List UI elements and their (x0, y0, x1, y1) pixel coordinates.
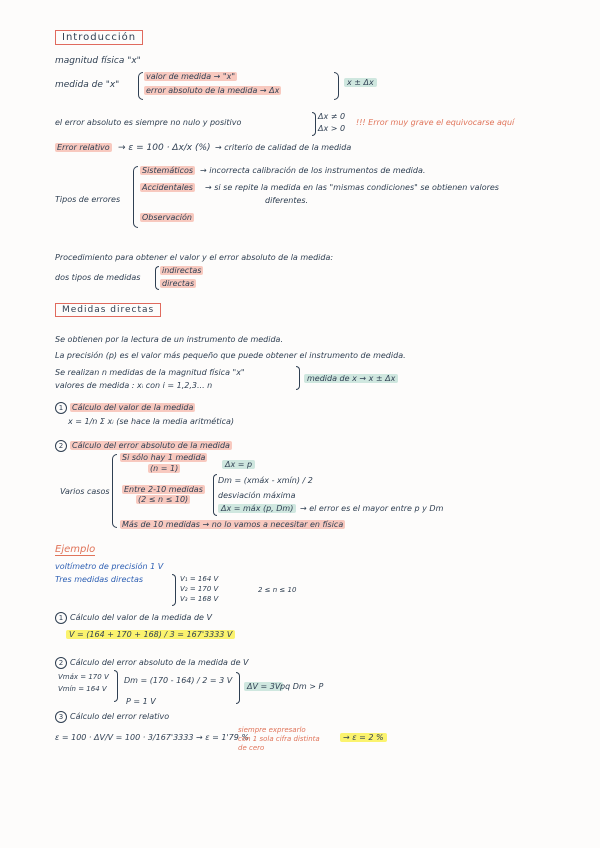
directas-line3b: medida de x → x ± Δx (304, 374, 398, 384)
accidentales: Accidentales (142, 183, 193, 192)
ejemplo-title: Ejemplo (55, 544, 96, 555)
x-pm-dx: x ± Δx (344, 78, 377, 88)
ej-dm: Dm = (170 - 164) / 2 = 3 V (124, 676, 233, 685)
caso3: Más de 10 medidas → no lo vamos a necesitar en física (122, 520, 344, 529)
caso2-b: (2 ≤ n ≤ 10) (138, 495, 189, 504)
voltimetro: voltímetro de precisión 1 V (55, 562, 164, 571)
ej-nota1: siempre expresarlo (238, 726, 306, 734)
magnitud-line: magnitud física "x" (55, 56, 141, 66)
ej-vmax: Vmáx = 170 V (58, 673, 109, 681)
ej-nota2: con 1 sola cifra distinta (238, 735, 320, 743)
rango: 2 ≤ n ≤ 10 (258, 586, 297, 594)
sistematicos-desc: → incorrecta calibración de los instrumentos de medida. (200, 166, 426, 175)
ej-eps-final: → ε = 2 % (340, 733, 387, 743)
step2-number: 2 (55, 440, 67, 452)
step1-number: 1 (55, 402, 67, 414)
directas-line1: Se obtienen por la lectura de un instrumento de medida. (55, 335, 283, 344)
error-relativo-formula: → ε = 100 · Δx/x (%) (118, 143, 211, 153)
brace-cond (312, 112, 316, 136)
ej-step1: 1 Cálculo del valor de la medida de V (55, 612, 212, 624)
valor-medida: valor de medida → "x" (146, 72, 236, 81)
ej-dv: ΔV = 3V (244, 682, 283, 692)
error-relativo-label: Error relativo (57, 143, 110, 152)
step2-title: 2 Cálculo del error absoluto de la medida (55, 440, 232, 452)
procedimiento: Procedimiento para obtener el valor y el error absoluto de la medida: (55, 253, 334, 262)
sistematicos: Sistemáticos (142, 166, 194, 175)
brace-ej (114, 670, 118, 702)
ej-p: P = 1 V (126, 697, 156, 706)
ej-step2: 2 Cálculo del error absoluto de la medida de V (55, 657, 249, 669)
dos-tipos: dos tipos de medidas (55, 273, 141, 282)
error-relativo-criterio: → criterio de calidad de la medida (215, 143, 352, 152)
caso2-a: Entre 2-10 medidas (124, 485, 203, 494)
brace-tres (172, 574, 176, 606)
tres-medidas: Tres medidas directas (55, 575, 144, 584)
dm-formula: Dm = (xmáx - xmín) / 2 (218, 476, 313, 485)
caso1-c: Δx = p (222, 460, 255, 470)
ej-eps-formula: ε = 100 · ΔV/V = 100 · 3/167'3333 → ε = 1'79 % (55, 733, 249, 742)
ej-step3-number: 3 (55, 711, 67, 723)
step1-formula: x = 1/n Σ xᵢ (se hace la media aritmética) (68, 417, 234, 426)
medida-label: medida de "x" (55, 80, 120, 90)
caso1-a: Si sólo hay 1 medida (122, 453, 206, 462)
directas: directas (162, 279, 195, 288)
brace-tipos (133, 166, 138, 228)
warning-note: !!! Error muy grave el equivocarse aquí (356, 118, 515, 127)
ej-v-formula: V = (164 + 170 + 168) / 3 = 167'3333 V (66, 630, 235, 640)
brace-caso2 (213, 474, 217, 516)
dx-max-desc: → el error es el mayor entre p y Dm (300, 504, 444, 513)
accidentales-desc1: → si se repite la medida en las "mismas condiciones" se obtienen valores (205, 183, 499, 192)
brace-dos-tipos (155, 266, 159, 290)
cond-dx-gt0: Δx > 0 (318, 124, 346, 133)
v3: V₃ = 168 V (180, 595, 219, 603)
step1-title: 1 Cálculo del valor de la medida (55, 402, 195, 414)
dx-max: Δx = máx (p, Dm) (218, 504, 296, 514)
ej-dv-desc: pq Dm > P (280, 682, 324, 691)
brace-realizan (296, 366, 300, 390)
section-title-introduccion: Introducción (55, 30, 143, 45)
ej-step3: 3 Cálculo del error relativo (55, 711, 169, 723)
v2: V₂ = 170 V (180, 585, 219, 593)
cond-dx-ne0: Δx ≠ 0 (318, 112, 346, 121)
ej-step2-number: 2 (55, 657, 67, 669)
observacion: Observación (142, 213, 192, 222)
brace-medida (138, 72, 143, 100)
desviacion-maxima: desviación máxima (218, 491, 296, 500)
brace-casos (112, 454, 117, 528)
error-siempre: el error absoluto es siempre no nulo y positivo (55, 118, 242, 127)
brace-medida-right (334, 72, 339, 100)
ej-nota3: de cero (238, 744, 265, 752)
varios-casos: Varios casos (60, 487, 110, 496)
accidentales-desc2: diferentes. (265, 196, 309, 205)
brace-ej-dm (236, 672, 240, 704)
directas-line3: Se realizan n medidas de la magnitud física "x" (55, 368, 245, 377)
caso1-b: (n = 1) (150, 464, 179, 473)
directas-line4: valores de medida : xᵢ con i = 1,2,3... n (55, 381, 213, 390)
error-absoluto-medida: error absoluto de la medida → Δx (146, 86, 280, 95)
indirectas: indirectas (162, 266, 202, 275)
ej-step1-number: 1 (55, 612, 67, 624)
ej-vmin: Vmín = 164 V (58, 685, 107, 693)
directas-line2: La precisión (p) es el valor más pequeño que puede obtener el instrumento de medida. (55, 351, 406, 360)
v1: V₁ = 164 V (180, 575, 219, 583)
tipos-errores-label: Tipos de errores (55, 195, 121, 204)
section-title-medidas-directas: Medidas directas (55, 303, 161, 317)
